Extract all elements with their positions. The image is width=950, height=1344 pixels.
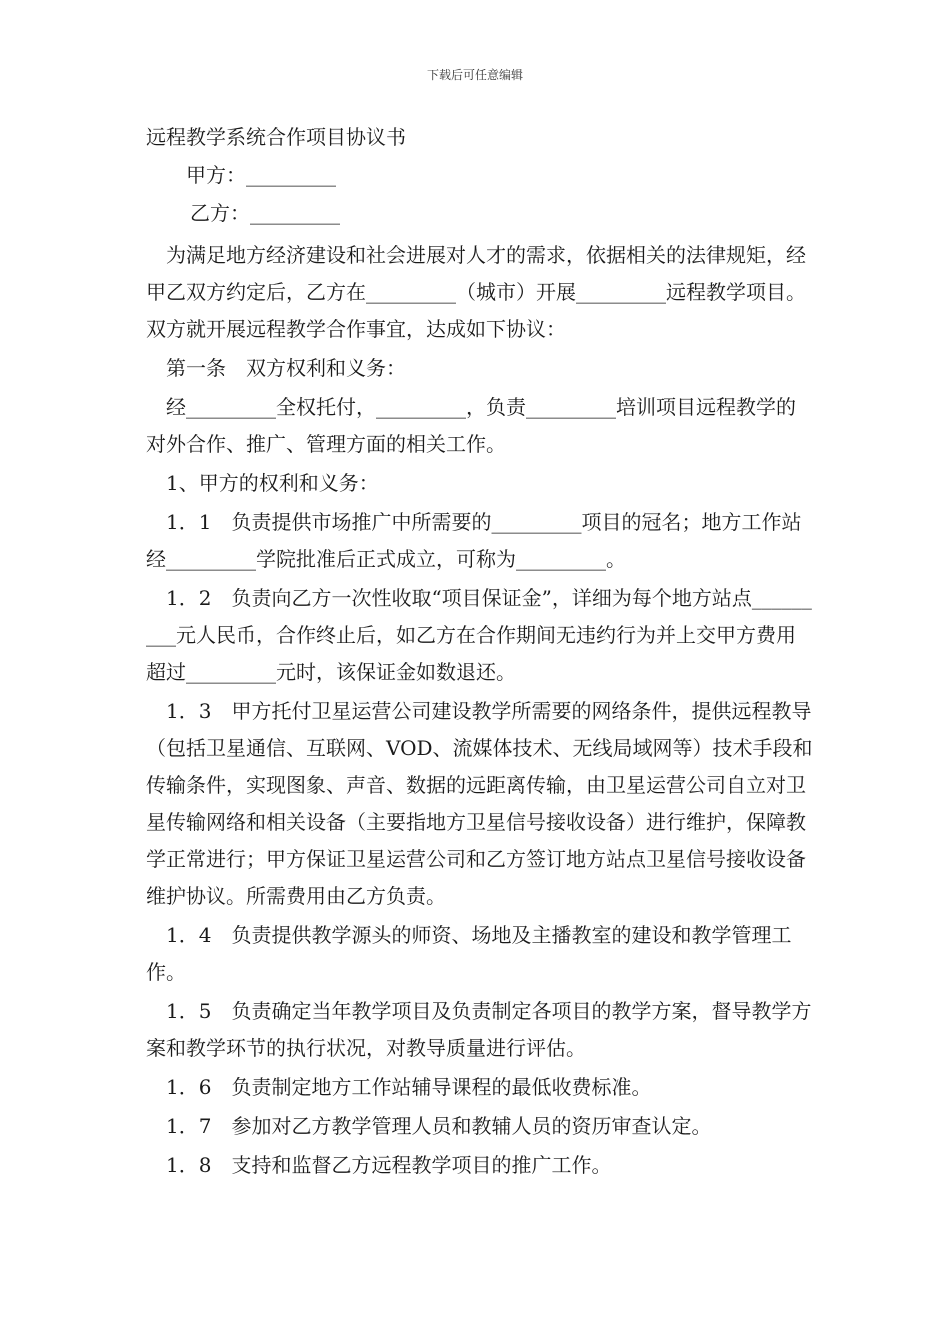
clause-1-2: 1．2 负责向乙方一次性收取“项目保证金”，详细为每个地方站点_________元人民币，合作终止后，如乙方在合作期间无违约行为并上交甲方费用超过_________元时，该保证金如数退还。: [146, 586, 812, 684]
document-title: 远程教学系统合作项目协议书: [146, 125, 406, 149]
clause-1-1: 1．1 负责提供市场推广中所需要的_________项目的冠名；地方工作站经_________学院批准后正式成立，可称为_________。: [146, 510, 802, 571]
party-a-rights-heading: 1、甲方的权利和义务：: [166, 471, 379, 495]
clause-1-6: 1．6 负责制定地方工作站辅导课程的最低收费标准。: [166, 1075, 652, 1099]
clause-1-8: 1．8 支持和监督乙方远程教学项目的推广工作。: [166, 1153, 612, 1177]
clause-1-3: 1．3 甲方托付卫星运营公司建设教学所需要的网络条件，提供远程教导（包括卫星通信、互联网、VOD、流媒体技术、无线局域网等）技术手段和传输条件，实现图象、声音、数据的远距离传输，由卫星运营公司自立对卫星传输网络和相关设备（主要指地方卫星信号接收设备）进行维护，保障教学正常进行；甲方保证卫星运营公司和乙方签订地方站点卫星信号接收设备维护协议。所需费用由乙方负责。: [146, 699, 813, 908]
clause-1-7: 1．7 参加对乙方教学管理人员和教辅人员的资历审查认定。: [166, 1114, 712, 1138]
preamble-paragraph: 为满足地方经济建设和社会进展对人才的需求，依据相关的法律规矩，经甲乙双方约定后，乙方在_________（城市）开展_________远程教学项目。双方就开展远程教学合作事宜，达成如下协议：: [146, 243, 806, 341]
header-note: 下载后可任意编辑: [426, 68, 523, 82]
party-a-line: 甲方：_________: [186, 163, 336, 187]
entrustment-paragraph: 经_________全权托付，_________，负责_________培训项目远程教学的对外合作、推广、管理方面的相关工作。: [146, 395, 796, 456]
document-body: [146, 118, 814, 1184]
party-b-line: 乙方：_________: [190, 201, 340, 225]
clause-1-4: 1．4 负责提供教学源头的师资、场地及主播教室的建设和教学管理工作。: [146, 923, 792, 984]
clause-1-5: 1．5 负责确定当年教学项目及负责制定各项目的教学方案，督导教学方案和教学环节的执行状况，对教导质量进行评估。: [146, 999, 812, 1060]
article-one-heading: 第一条 双方权利和义务：: [166, 356, 406, 380]
